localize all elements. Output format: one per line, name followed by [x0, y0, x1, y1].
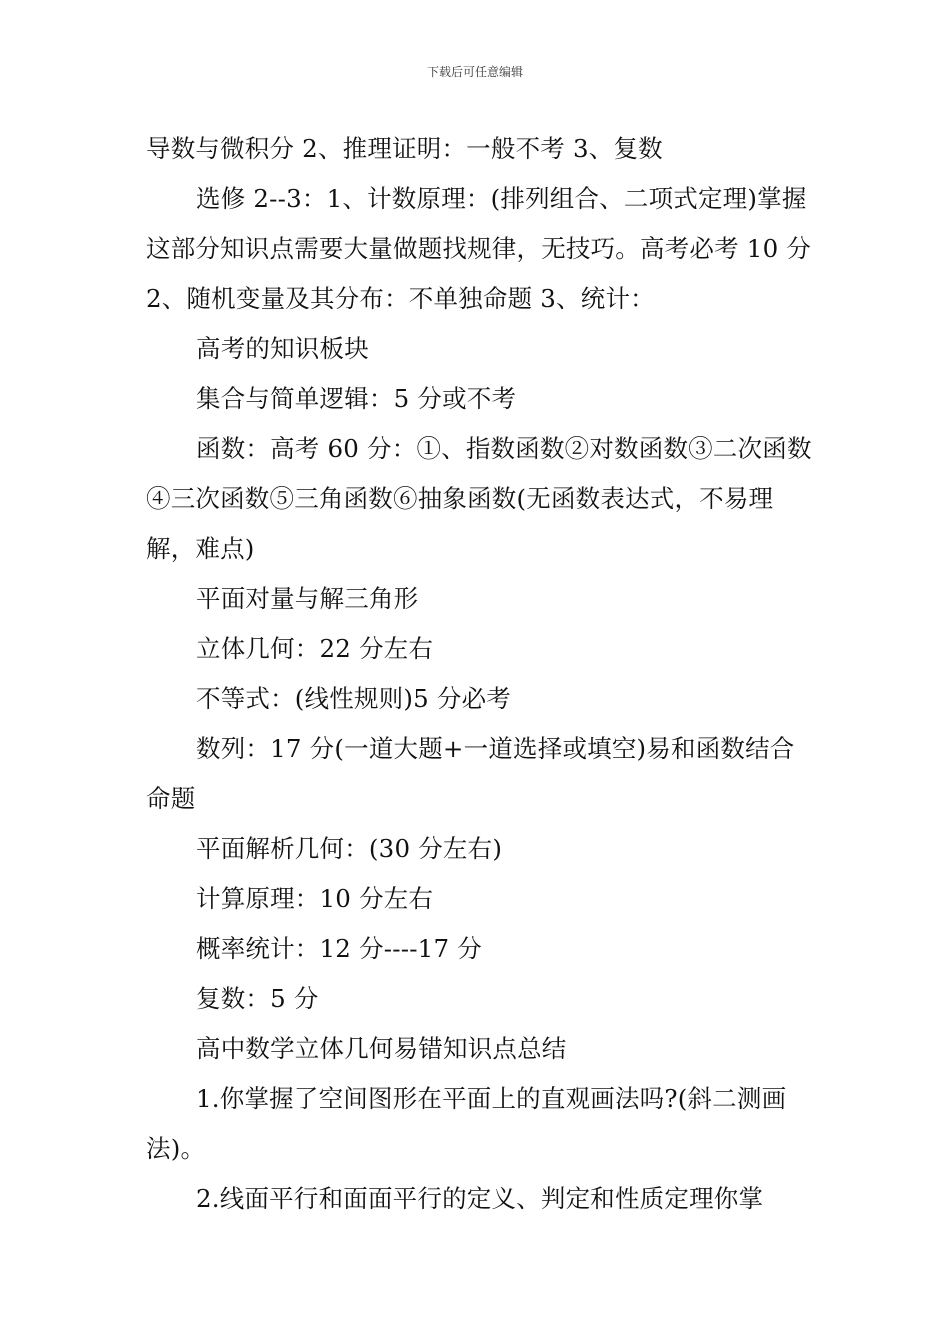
paragraph: 平面解析几何：(30 分左右) [196, 834, 503, 863]
paragraph: 平面对量与解三角形 [196, 584, 419, 613]
section-heading: 高中数学立体几何易错知识点总结 [196, 1034, 567, 1063]
document-body [146, 124, 814, 1224]
paragraph: 复数：5 分 [196, 984, 319, 1013]
page-header-note: 下载后可任意编辑 [426, 65, 523, 79]
paragraph: 选修 2--3：1、计数原理：(排列组合、二项式定理)掌握这部分知识点需要大量做题找规律，无技巧。高考必考 10 分 2、随机变量及其分布：不单独命题 3、统计： [146, 184, 812, 313]
paragraph: 数列：17 分(一道大题+一道选择或填空)易和函数结合命题 [146, 734, 795, 813]
paragraph: 导数与微积分 2、推理证明：一般不考 3、复数 [146, 134, 663, 163]
paragraph: 计算原理：10 分左右 [196, 884, 434, 913]
paragraph: 不等式：(线性规则)5 分必考 [196, 684, 511, 713]
paragraph: 概率统计：12 分----17 分 [196, 934, 482, 963]
paragraph: 2.线面平行和面面平行的定义、判定和性质定理你掌 [196, 1184, 764, 1213]
paragraph: 高考的知识板块 [196, 334, 369, 363]
paragraph: 立体几何：22 分左右 [196, 634, 434, 663]
paragraph: 集合与简单逻辑：5 分或不考 [196, 384, 517, 413]
paragraph: 函数：高考 60 分：①、指数函数②对数函数③二次函数④三次函数⑤三角函数⑥抽象函数(无函数表达式，不易理解，难点) [146, 434, 812, 563]
paragraph: 1.你掌握了空间图形在平面上的直观画法吗?(斜二测画法)。 [146, 1084, 787, 1163]
